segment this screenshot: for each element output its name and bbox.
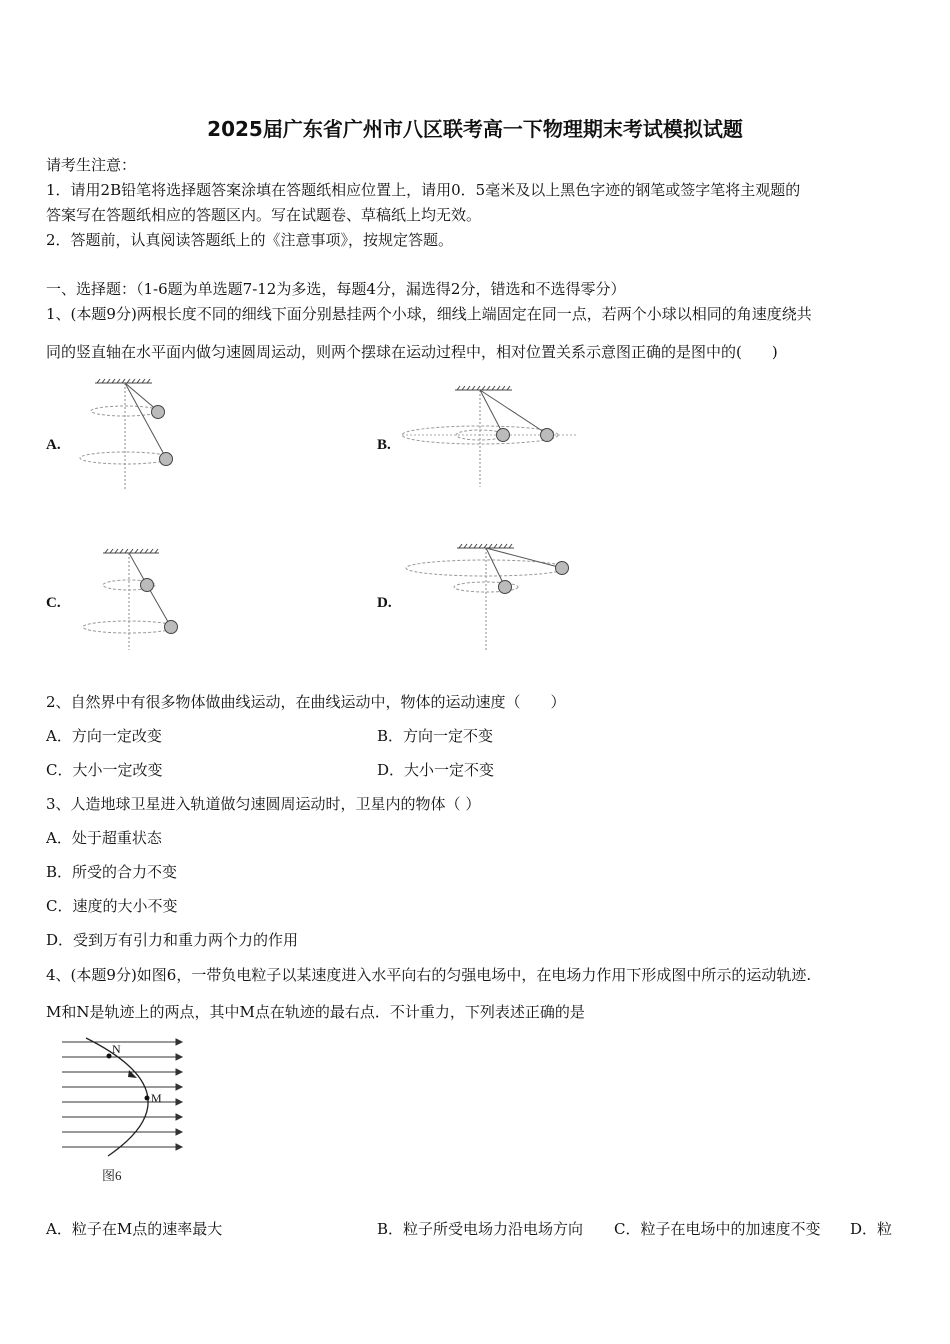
notice-line-1: 1．请用2B铅笔将选择题答案涂填在答题纸相应位置上，请用0．5毫米及以上黑色字迹的钢笔或签字笔将主观题的	[46, 181, 801, 199]
ceiling-hatch	[455, 386, 512, 390]
ceiling-hatch	[457, 544, 514, 548]
notice-line-2: 2．答题前，认真阅读答题纸上的《注意事项》，按规定答题。	[46, 231, 454, 249]
q1-option-c-label: C.	[46, 595, 61, 611]
figure-option-b	[400, 382, 580, 492]
figure-option-a	[70, 375, 210, 495]
ceiling-hatch	[95, 379, 152, 383]
trajectory-arrow	[128, 1070, 137, 1078]
upper-ball	[556, 562, 569, 575]
q3-option-c: C．速度的大小不变	[46, 897, 178, 915]
upper-ball	[141, 579, 154, 592]
q4-option-c: C．粒子在电场中的加速度不变	[614, 1220, 821, 1238]
q4-option-b: B．粒子所受电场力沿电场方向	[377, 1220, 584, 1238]
outer-ball	[541, 429, 554, 442]
q4-stem-line-1: 4、(本题9分)如图6，一带负电粒子以某速度进入水平向右的匀强电场中，在电场力作用下形成图中所示的运动轨迹.	[46, 966, 812, 984]
q1-option-b-label: B.	[377, 437, 391, 453]
lower-ball	[499, 581, 512, 594]
figure-option-c	[75, 545, 205, 655]
inner-ball	[497, 429, 510, 442]
notice-line-1b: 答案写在答题纸相应的答题区内。写在试题卷、草稿纸上均无效。	[46, 206, 482, 224]
q1-option-d-label: D.	[377, 595, 392, 611]
notice-heading: 请考生注意：	[46, 156, 137, 174]
long-string	[480, 390, 547, 434]
point-m	[145, 1096, 150, 1101]
q2-stem: 2、自然界中有很多物体做曲线运动，在曲线运动中，物体的运动速度（ ）	[46, 693, 566, 711]
ceiling-hatch	[103, 549, 159, 553]
q3-option-b: B．所受的合力不变	[46, 863, 178, 881]
q2-option-a: A．方向一定改变	[46, 727, 162, 745]
q3-option-a: A．处于超重状态	[46, 829, 162, 847]
q4-stem-line-2: M和N是轨迹上的两点，其中M点在轨迹的最右点．不计重力，下列表述正确的是	[46, 1003, 585, 1021]
figure-option-d	[402, 540, 587, 655]
section-heading: 一、选择题：（1-6题为单选题7-12为多选，每题4分，漏选得2分，错选和不选得零分）	[46, 280, 626, 298]
label-m: M	[151, 1091, 162, 1105]
q1-option-a-label: A.	[46, 437, 61, 453]
upper-ball	[152, 406, 165, 419]
q2-option-d: D．大小一定不变	[377, 761, 495, 779]
lower-orbit	[80, 452, 170, 464]
lower-ball	[165, 621, 178, 634]
long-string	[125, 383, 166, 458]
field-lines	[62, 1039, 182, 1150]
label-n: N	[112, 1042, 121, 1056]
page-title: 2025届广东省广州市八区联考高一下物理期末考试模拟试题	[207, 117, 743, 141]
q2-option-c: C．大小一定改变	[46, 761, 163, 779]
lower-string	[147, 585, 171, 627]
q3-option-d: D．受到万有引力和重力两个力的作用	[46, 931, 299, 949]
q1-stem-line-2: 同的竖直轴在水平面内做匀速圆周运动，则两个摆球在运动过程中，相对位置关系示意图正确的是图中的( )	[46, 343, 778, 361]
short-string	[480, 390, 503, 434]
q4-option-d: D．粒	[850, 1220, 893, 1238]
q2-option-b: B．方向一定不变	[377, 727, 494, 745]
figure-6-electric-field	[58, 1032, 188, 1192]
long-string	[486, 548, 562, 568]
figure-caption: 图6	[102, 1168, 122, 1183]
lower-ball	[160, 453, 173, 466]
q3-stem: 3、人造地球卫星进入轨道做匀速圆周运动时，卫星内的物体（ ）	[46, 795, 481, 813]
q4-option-a: A．粒子在M点的速率最大	[46, 1220, 223, 1238]
point-n	[107, 1054, 112, 1059]
q1-stem-line-1: 1、(本题9分)两根长度不同的细线下面分别悬挂两个小球，细线上端固定在同一点，若两个小球以相同的角速度绕共	[46, 305, 812, 323]
